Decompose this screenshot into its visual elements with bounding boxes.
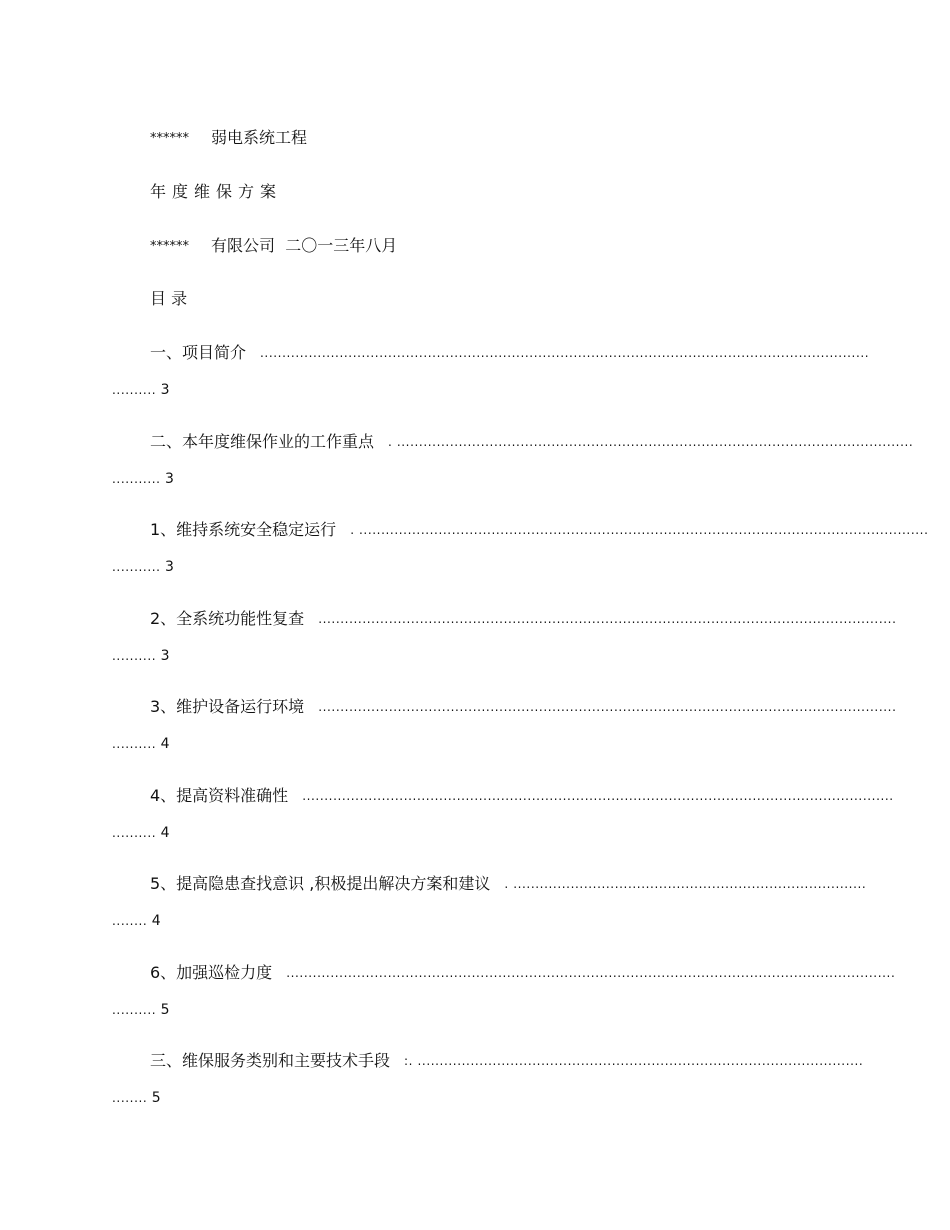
toc-entry-page-line xyxy=(112,557,174,577)
toc-entry-page-number: 5 xyxy=(160,1002,170,1018)
toc-entry-page-number: 4 xyxy=(151,913,161,929)
toc-entry-page-line xyxy=(112,1000,170,1020)
toc-entry-page-line xyxy=(112,1088,161,1108)
toc-entry-leader-dots: ................................................................................................................................... xyxy=(318,612,897,626)
toc-entry-label: 2、全系统功能性复查 xyxy=(150,609,305,628)
toc-entry-page-number: 4 xyxy=(160,825,170,841)
toc-entry-page-line xyxy=(112,646,170,666)
document-title xyxy=(150,182,282,202)
company-date-line xyxy=(150,236,397,256)
toc-entry-label: 三、维保服务类别和主要技术手段 xyxy=(150,1051,391,1070)
project-name: 弱电系统工程 xyxy=(211,128,308,147)
toc-title xyxy=(150,289,187,309)
toc-entry-8[interactable] xyxy=(150,963,272,983)
toc-entry-leader-dots: .......................................................................................................................................... xyxy=(260,346,870,360)
toc-entry-page-number: 3 xyxy=(160,382,170,398)
toc-entry-cont-dots: ........... xyxy=(112,472,161,486)
toc-entry-leader-dots: .......................................................................................................................................... xyxy=(286,966,896,980)
toc-entry-label: 4、提高资料准确性 xyxy=(150,786,289,805)
toc-entry-label: 6、加强巡检力度 xyxy=(150,963,273,982)
project-redacted-name: ****** xyxy=(150,131,189,146)
toc-entry-page-number: 4 xyxy=(160,736,170,752)
toc-entry-leader-dots: :. ..................................................................................................... xyxy=(404,1054,864,1068)
toc-entry-5[interactable] xyxy=(150,697,304,717)
toc-entry-cont-dots: .......... xyxy=(112,1003,157,1017)
project-title-line xyxy=(150,128,307,148)
toc-entry-leader-dots: . ................................................................................ xyxy=(504,877,867,891)
toc-entry-1[interactable] xyxy=(150,343,246,363)
toc-entry-page-number: 3 xyxy=(165,559,174,575)
toc-entry-9[interactable] xyxy=(150,1051,390,1071)
toc-entry-page-number: 5 xyxy=(151,1090,161,1106)
toc-entry-cont-dots: .......... xyxy=(112,383,157,397)
toc-entry-label: 一、项目简介 xyxy=(150,343,247,362)
toc-entry-label: 5、提高隐患查找意识 ,积极提出解决方案和建议 xyxy=(150,874,491,893)
toc-entry-4[interactable] xyxy=(150,609,304,629)
toc-entry-3[interactable] xyxy=(150,520,336,540)
toc-entry-leader-dots: . ..................................................................................................................... xyxy=(388,435,914,449)
toc-entry-page-line xyxy=(112,469,174,489)
toc-entry-cont-dots: .......... xyxy=(112,649,157,663)
toc-entry-2[interactable] xyxy=(150,432,374,452)
toc-entry-label: 1、维持系统安全稳定运行 xyxy=(150,520,337,539)
toc-entry-cont-dots: ........ xyxy=(112,1091,148,1105)
toc-entry-cont-dots: .......... xyxy=(112,826,157,840)
toc-entry-page-line xyxy=(112,380,170,400)
company-name: 有限公司 xyxy=(211,236,276,255)
toc-entry-page-line xyxy=(112,734,170,754)
toc-entry-cont-dots: ........ xyxy=(112,914,148,928)
document-date: 二〇一三年八月 xyxy=(285,236,398,255)
toc-entry-7[interactable] xyxy=(150,874,490,894)
doc-title-text: 年度维保方案 xyxy=(150,182,283,201)
toc-entry-leader-dots: . ................................................................................................................................. xyxy=(350,523,929,537)
toc-title-text: 目 录 xyxy=(150,289,188,308)
toc-entry-leader-dots: ................................................................................................................................... xyxy=(318,700,897,714)
toc-entry-page-number: 3 xyxy=(160,648,170,664)
toc-entry-6[interactable] xyxy=(150,786,288,806)
toc-entry-label: 二、本年度维保作业的工作重点 xyxy=(150,432,375,451)
toc-entry-leader-dots: ...................................................................................................................................... xyxy=(302,789,894,803)
toc-entry-page-line xyxy=(112,823,170,843)
toc-entry-label: 3、维护设备运行环境 xyxy=(150,697,305,716)
toc-entry-page-line xyxy=(112,911,161,931)
toc-entry-page-number: 3 xyxy=(165,471,174,487)
toc-entry-cont-dots: .......... xyxy=(112,737,157,751)
toc-entry-cont-dots: ........... xyxy=(112,560,161,574)
company-redacted-name: ****** xyxy=(150,239,189,254)
